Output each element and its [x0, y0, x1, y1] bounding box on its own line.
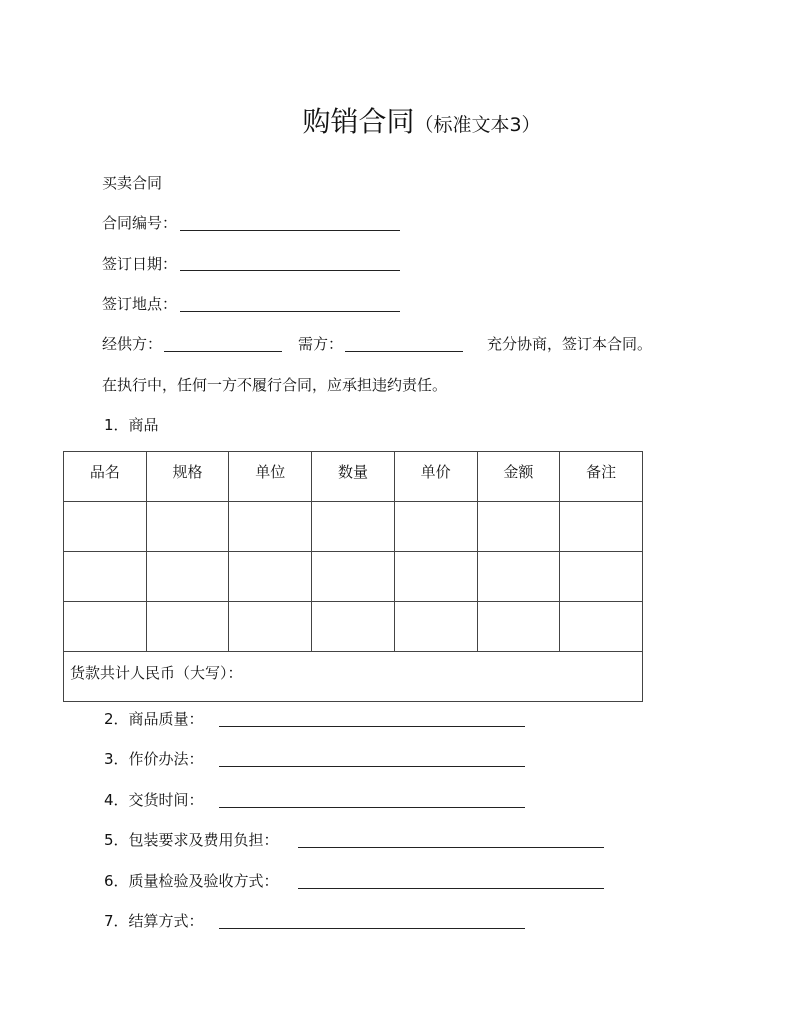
sign-date-label: 签订日期： — [102, 255, 178, 273]
title-subtitle: （标准文本3） — [414, 114, 541, 136]
table-cell[interactable] — [394, 502, 477, 552]
contract-no-field[interactable] — [180, 230, 400, 231]
table-header-cell: 备注 — [560, 452, 643, 502]
table-cell[interactable] — [560, 552, 643, 602]
table-header-cell: 数量 — [312, 452, 395, 502]
table-cell[interactable] — [477, 602, 560, 652]
table-cell[interactable] — [312, 602, 395, 652]
sign-date-field[interactable] — [180, 270, 400, 271]
title-main: 购销合同 — [302, 105, 415, 138]
document-title — [0, 104, 800, 143]
table-cell[interactable] — [312, 502, 395, 552]
table-header-cell: 单价 — [394, 452, 477, 502]
section-3-label: 3．作价办法： — [104, 750, 204, 768]
section-6-field[interactable] — [298, 888, 604, 889]
total-amount-label[interactable]: 货款共计人民币（大写）： — [64, 652, 643, 702]
sign-place-label: 签订地点： — [102, 295, 178, 313]
table-cell[interactable] — [560, 502, 643, 552]
table-cell[interactable] — [312, 552, 395, 602]
table-cell[interactable] — [64, 502, 147, 552]
agreement-text: 充分协商，签订本合同。 — [487, 335, 653, 353]
table-cell[interactable] — [64, 602, 147, 652]
contract-type-label: 买卖合同 — [102, 174, 163, 192]
table-cell[interactable] — [477, 552, 560, 602]
table-header-cell: 单位 — [229, 452, 312, 502]
table-header-cell: 金额 — [477, 452, 560, 502]
table-total-row — [64, 652, 643, 702]
table-header-row — [64, 452, 643, 502]
section-4-field[interactable] — [219, 807, 525, 808]
section-5-label: 5．包装要求及费用负担： — [104, 831, 279, 849]
table-cell[interactable] — [229, 552, 312, 602]
table-cell[interactable] — [146, 552, 229, 602]
section-7-field[interactable] — [219, 928, 525, 929]
table-cell[interactable] — [560, 602, 643, 652]
table-cell[interactable] — [146, 502, 229, 552]
section-4-label: 4．交货时间： — [104, 791, 204, 809]
table-cell[interactable] — [64, 552, 147, 602]
table-cell[interactable] — [394, 552, 477, 602]
table-row — [64, 552, 643, 602]
section-6-label: 6．质量检验及验收方式： — [104, 872, 279, 890]
table-row — [64, 502, 643, 552]
liability-text: 在执行中，任何一方不履行合同，应承担违约责任。 — [102, 376, 448, 394]
table-header-cell: 品名 — [64, 452, 147, 502]
table-header-cell: 规格 — [146, 452, 229, 502]
table-cell[interactable] — [229, 602, 312, 652]
goods-table — [63, 451, 643, 702]
table-cell[interactable] — [477, 502, 560, 552]
table-row — [64, 602, 643, 652]
buyer-field[interactable] — [345, 351, 463, 352]
supplier-field[interactable] — [164, 351, 282, 352]
table-cell[interactable] — [229, 502, 312, 552]
section-2-field[interactable] — [219, 726, 525, 727]
section-1-label: 1．商品 — [104, 416, 159, 434]
supplier-label: 经供方： — [102, 335, 163, 353]
table-cell[interactable] — [146, 602, 229, 652]
buyer-label: 需方： — [298, 335, 344, 353]
section-7-label: 7．结算方式： — [104, 912, 204, 930]
contract-no-label: 合同编号： — [102, 214, 178, 232]
table-cell[interactable] — [394, 602, 477, 652]
section-2-label: 2．商品质量： — [104, 710, 204, 728]
section-3-field[interactable] — [219, 766, 525, 767]
section-5-field[interactable] — [298, 847, 604, 848]
sign-place-field[interactable] — [180, 311, 400, 312]
